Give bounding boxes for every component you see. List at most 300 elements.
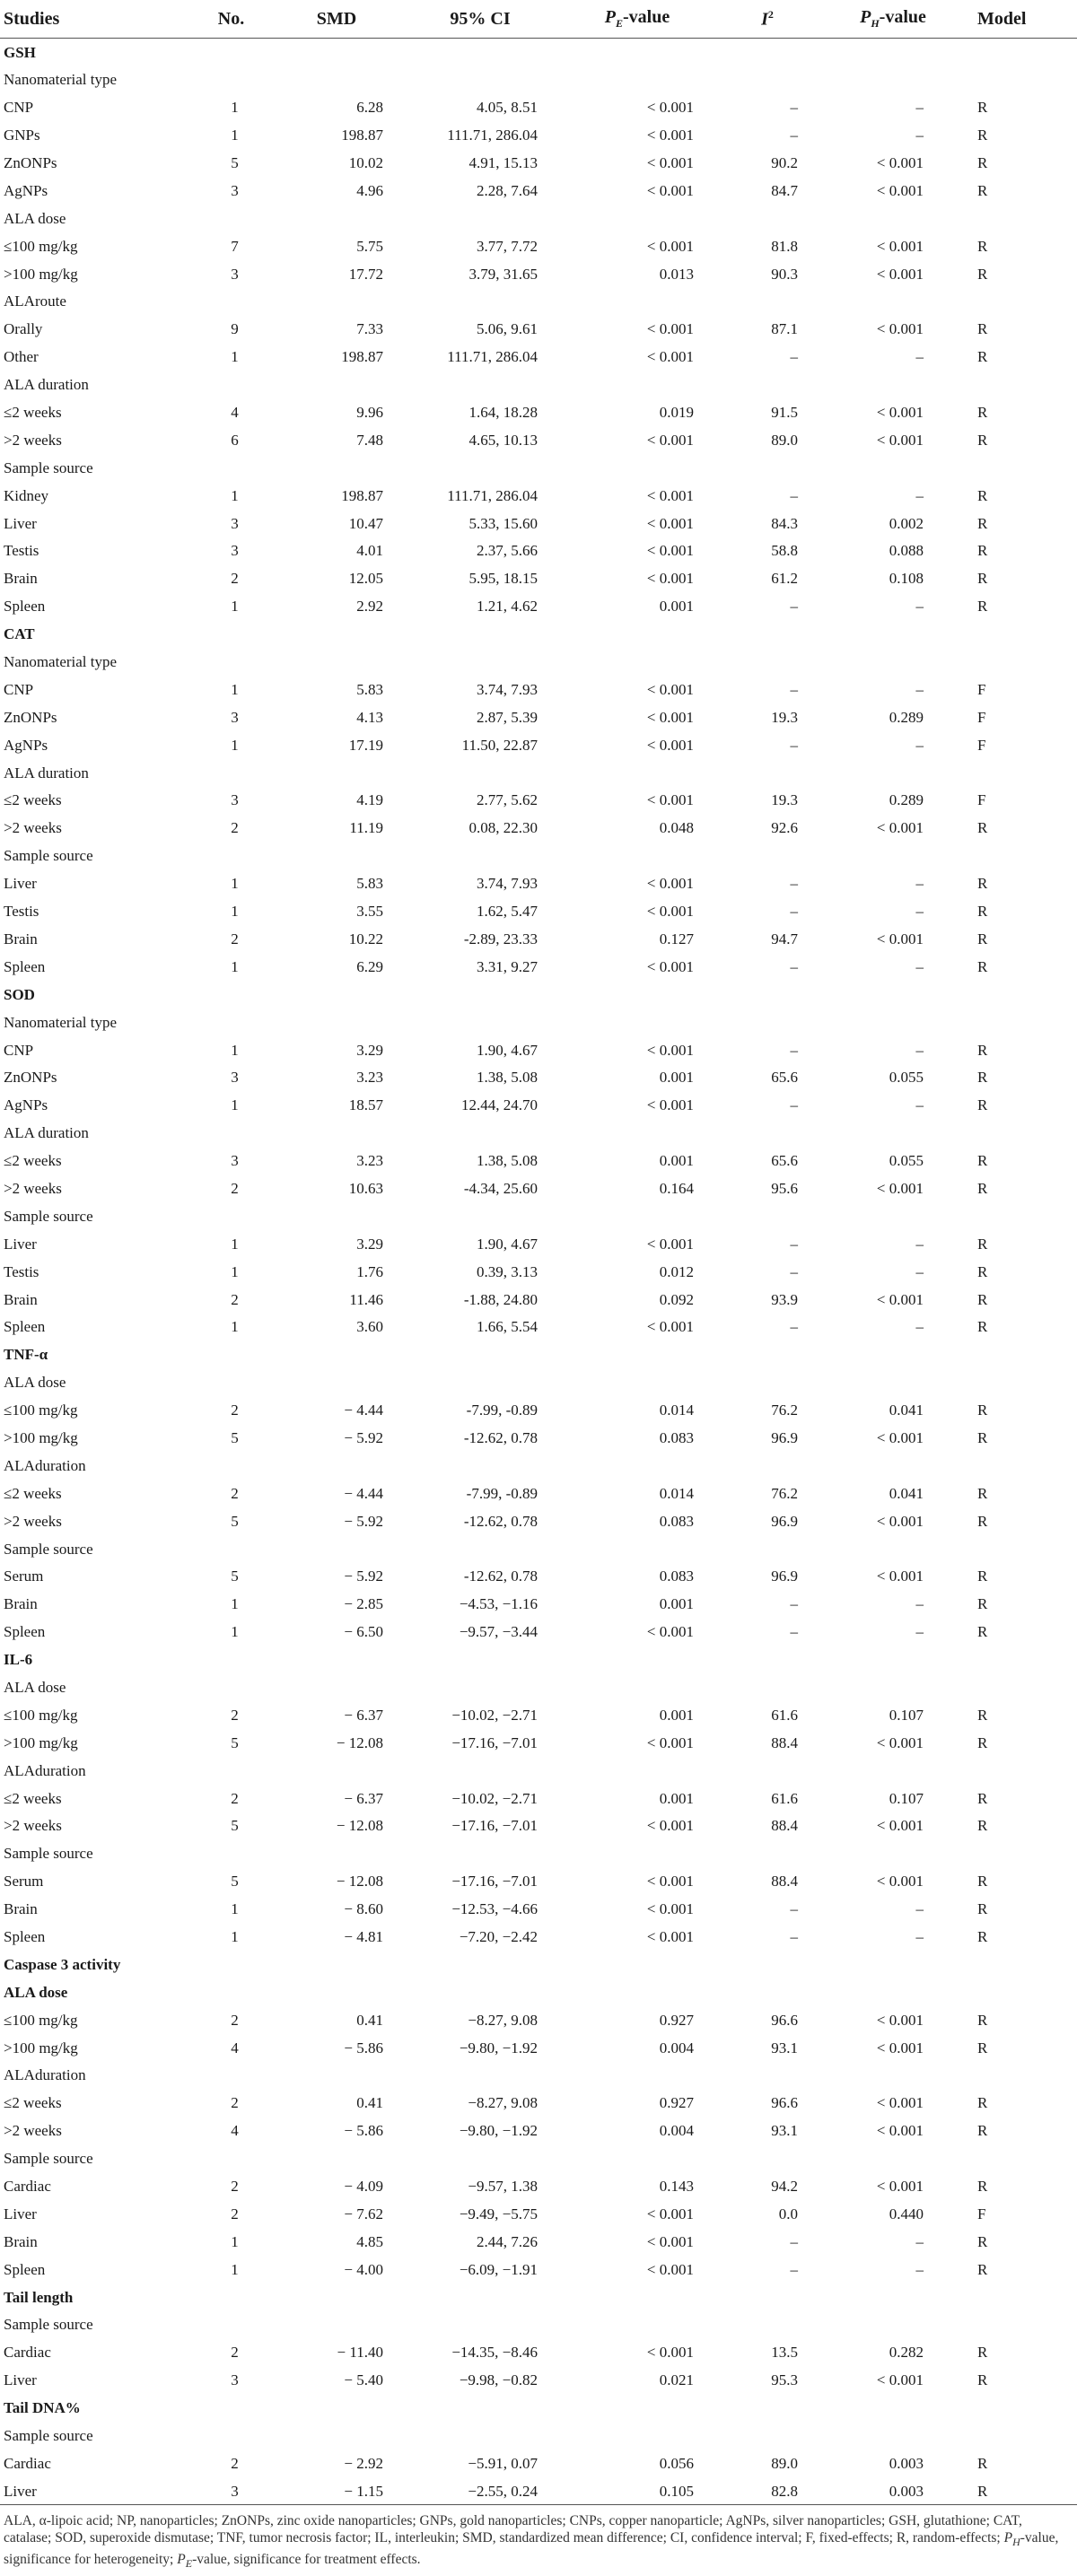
table-row [0, 1562, 1077, 1590]
cell-i2: 96.9 [771, 1567, 798, 1585]
cell-studies: Serum [4, 1567, 44, 1585]
empty-cell [570, 1673, 705, 1701]
cell-i2: 90.3 [771, 265, 798, 283]
empty-cell [180, 842, 283, 869]
table-row [0, 232, 1077, 260]
cell-ci: 4.05, 8.51 [477, 99, 538, 117]
empty-cell [180, 371, 283, 398]
group-label: GSH [4, 43, 36, 61]
cell-pe-value: 0.083 [659, 1428, 694, 1446]
empty-cell [830, 454, 956, 482]
cell-ph-value: < 0.001 [876, 320, 924, 338]
empty-cell [830, 620, 956, 648]
cell-pe-value: < 0.001 [646, 957, 694, 975]
cell-smd: 0.41 [356, 2011, 383, 2029]
table-row [0, 2006, 1077, 2034]
empty-cell [390, 205, 570, 232]
empty-cell [570, 620, 705, 648]
footnote-ph-main: P [1003, 2530, 1013, 2546]
cell-pe-value: 0.013 [659, 265, 694, 283]
subgroup-label: ALA duration [4, 1124, 89, 1142]
empty-cell [830, 2394, 956, 2422]
empty-cell [390, 1340, 570, 1368]
empty-cell [180, 2283, 283, 2311]
cell-ci: -2.89, 23.33 [463, 930, 538, 947]
empty-cell [570, 2422, 705, 2449]
cell-model: R [977, 1428, 988, 1446]
cell-smd: 10.47 [348, 514, 383, 532]
cell-no: 1 [231, 903, 239, 921]
table-row [0, 925, 1077, 953]
empty-cell [390, 2062, 570, 2090]
cell-model: R [977, 404, 988, 422]
cell-no: 3 [231, 1152, 239, 1170]
empty-cell [705, 371, 830, 398]
table-row [0, 1812, 1077, 1840]
empty-cell [705, 39, 830, 66]
header-pe-value [570, 0, 705, 39]
cell-i2: 19.3 [771, 708, 798, 726]
group-header-row [0, 1951, 1077, 1978]
cell-model: R [977, 1290, 988, 1308]
empty-cell [180, 205, 283, 232]
cell-pe-value: < 0.001 [646, 1041, 694, 1059]
empty-cell [390, 648, 570, 676]
cell-i2: – [790, 1235, 798, 1253]
table-row [0, 315, 1077, 343]
cell-smd: − 2.92 [344, 2454, 383, 2472]
cell-smd: 5.83 [356, 680, 383, 698]
cell-ph-value: 0.003 [830, 2477, 956, 2505]
cell-i2: 93.9 [771, 1290, 798, 1308]
cell-i2: 84.7 [771, 181, 798, 199]
group-header-row [0, 2283, 1077, 2311]
cell-no: 3 [231, 708, 239, 726]
subgroup-label: Sample source [4, 1540, 93, 1558]
cell-smd: 11.46 [349, 1290, 383, 1308]
header-ph-sub: H [871, 17, 880, 30]
empty-cell [180, 1009, 283, 1036]
subgroup-label: Sample source [4, 458, 93, 476]
group-header-row [0, 39, 1077, 66]
cell-pe-value: < 0.001 [646, 320, 694, 338]
cell-studies: Kidney [4, 486, 49, 504]
empty-cell [705, 1368, 830, 1396]
empty-cell [390, 1535, 570, 1563]
cell-i2: 61.6 [771, 1706, 798, 1724]
cell-i2: – [790, 2232, 798, 2250]
empty-cell [705, 1202, 830, 1230]
cell-studies: AgNPs [4, 736, 48, 754]
cell-smd: 5.83 [356, 875, 383, 893]
subgroup-label: ALA dose [4, 209, 66, 227]
group-label: Tail DNA% [4, 2399, 81, 2417]
cell-smd: 3.60 [356, 1318, 383, 1336]
cell-pe-value: 0.014 [659, 1402, 694, 1419]
cell-ci: 111.71, 286.04 [447, 127, 538, 144]
cell-ci: −14.35, −8.46 [451, 2344, 538, 2362]
empty-cell [956, 1009, 1077, 1036]
cell-ci: 1.90, 4.67 [477, 1235, 538, 1253]
cell-model: R [977, 2122, 988, 2140]
subgroup-label: ALAroute [4, 293, 66, 310]
cell-ci: 3.77, 7.72 [477, 237, 538, 255]
cell-model: R [977, 1069, 988, 1087]
empty-cell [830, 1119, 956, 1147]
subgroup-label: ALAduration [4, 1761, 86, 1779]
cell-model: R [977, 1900, 988, 1918]
cell-model: R [977, 1235, 988, 1253]
empty-cell [705, 981, 830, 1009]
cell-no: 3 [180, 2477, 283, 2505]
empty-cell [283, 1368, 390, 1396]
empty-cell [705, 2144, 830, 2172]
empty-cell [956, 1951, 1077, 1978]
empty-cell [705, 759, 830, 787]
empty-cell [390, 1978, 570, 2006]
cell-ph-value: 0.088 [889, 542, 924, 560]
cell-ph-value: 0.440 [889, 2205, 924, 2222]
empty-cell [956, 371, 1077, 398]
cell-no: 1 [231, 127, 239, 144]
table-row [0, 1230, 1077, 1258]
cell-no: 3 [231, 514, 239, 532]
empty-cell [570, 2144, 705, 2172]
cell-pe-value: < 0.001 [646, 154, 694, 171]
cell-pe-value: 0.004 [659, 2122, 694, 2140]
cell-studies: GNPs [4, 127, 40, 144]
empty-cell [956, 2394, 1077, 2422]
empty-cell [956, 1119, 1077, 1147]
cell-no: 9 [231, 320, 239, 338]
cell-studies: Spleen [4, 1623, 46, 1641]
empty-cell [830, 1839, 956, 1867]
empty-cell [570, 1978, 705, 2006]
empty-cell [283, 1646, 390, 1673]
cell-smd: − 11.40 [337, 2344, 383, 2362]
cell-ci: 5.95, 18.15 [468, 570, 538, 588]
empty-cell [830, 65, 956, 93]
cell-i2: – [790, 1318, 798, 1336]
cell-pe-value: 0.927 [659, 2011, 694, 2029]
cell-model: R [977, 2454, 988, 2472]
empty-cell [956, 2062, 1077, 2090]
subgroup-label: Sample source [4, 847, 93, 865]
cell-i2: 96.9 [771, 1428, 798, 1446]
cell-no: 5 [231, 1567, 239, 1585]
cell-ph-value: < 0.001 [876, 404, 924, 422]
subgroup-label: ALA dose [4, 1374, 66, 1392]
table-row [0, 1147, 1077, 1174]
empty-cell [956, 65, 1077, 93]
empty-cell [570, 454, 705, 482]
table-row [0, 482, 1077, 510]
cell-ph-value: 0.282 [889, 2344, 924, 2362]
cell-i2: 88.4 [771, 1873, 798, 1891]
empty-cell [180, 288, 283, 316]
empty-cell [956, 620, 1077, 648]
empty-cell [570, 1757, 705, 1785]
cell-pe-value: 0.143 [659, 2178, 694, 2196]
cell-pe-value: < 0.001 [646, 903, 694, 921]
cell-i2: 95.3 [771, 2371, 798, 2389]
cell-ci: −9.98, −0.82 [459, 2371, 538, 2389]
empty-cell [283, 1978, 390, 2006]
cell-smd: − 8.60 [344, 1900, 383, 1918]
empty-cell [283, 371, 390, 398]
cell-pe-value: < 0.001 [646, 542, 694, 560]
cell-ci: 2.44, 7.26 [477, 2232, 538, 2250]
cell-studies: >2 weeks [4, 819, 62, 837]
cell-ci: -12.62, 0.78 [463, 1567, 538, 1585]
cell-i2: – [790, 1595, 798, 1613]
empty-cell [390, 288, 570, 316]
cell-i2: – [790, 1096, 798, 1114]
empty-cell [705, 1119, 830, 1147]
cell-studies: Cardiac [4, 2454, 51, 2472]
empty-cell [390, 1368, 570, 1396]
cell-model: R [977, 99, 988, 117]
table-row [0, 426, 1077, 454]
cell-no: 1 [231, 1900, 239, 1918]
cell-i2: 13.5 [771, 2344, 798, 2362]
cell-ci: 4.91, 15.13 [468, 154, 538, 171]
cell-ci: −17.16, −7.01 [451, 1817, 538, 1835]
cell-ci: −10.02, −2.71 [451, 1706, 538, 1724]
cell-ci: 111.71, 286.04 [447, 348, 538, 366]
empty-cell [570, 288, 705, 316]
cell-ci: −17.16, −7.01 [451, 1873, 538, 1891]
subgroup-label: ALA duration [4, 376, 89, 394]
empty-cell [570, 1452, 705, 1480]
cell-pe-value: < 0.001 [646, 99, 694, 117]
cell-smd: 6.29 [356, 957, 383, 975]
cell-ph-value: < 0.001 [876, 2011, 924, 2029]
cell-no: 1 [231, 1928, 239, 1945]
cell-pe-value: 0.083 [659, 1512, 694, 1530]
footnote-part1: ALA, α-lipoic acid; NP, nanoparticles; ZnONPs, zinc oxide nanoparticles; GNPs, gold nanoparticles; CNPs, copper nanoparticle; AgNPs, silver nanoparticles; GSH, glutathione; CAT, catalase; SOD, superoxide dismutase; TNF, tumor necrosis factor; IL, interleukin; SMD, standardized mean difference; CI, confidence interval; F, fixed-effects; R, random-effects; [4, 2513, 1022, 2546]
empty-cell [830, 1978, 956, 2006]
empty-cell [956, 1368, 1077, 1396]
empty-cell [283, 39, 390, 66]
cell-studies: ≤2 weeks [4, 2094, 62, 2112]
footnote-ph-sub: H [1012, 2536, 1020, 2549]
subgroup-label: Nanomaterial type [4, 1013, 118, 1031]
cell-studies: Testis [4, 1262, 39, 1280]
empty-cell [705, 1673, 830, 1701]
cell-studies: >100 mg/kg [4, 1428, 78, 1446]
empty-cell [956, 2144, 1077, 2172]
cell-ph-value: – [915, 903, 924, 921]
empty-cell [570, 1009, 705, 1036]
empty-cell [705, 1978, 830, 2006]
cell-no: 2 [231, 2094, 239, 2112]
subgroup-header-row [0, 65, 1077, 93]
cell-model: R [977, 431, 988, 449]
subgroup-label: Nanomaterial type [4, 653, 118, 671]
cell-ph-value: – [915, 1595, 924, 1613]
cell-pe-value: < 0.001 [646, 570, 694, 588]
empty-cell [390, 981, 570, 1009]
empty-cell [830, 842, 956, 869]
cell-ph-value: 0.041 [889, 1484, 924, 1502]
cell-smd: 18.57 [348, 1096, 383, 1114]
cell-ci: -1.88, 24.80 [463, 1290, 538, 1308]
empty-cell [956, 1978, 1077, 2006]
cell-i2: – [790, 903, 798, 921]
cell-no: 3 [231, 1069, 239, 1087]
cell-no: 1 [231, 1096, 239, 1114]
cell-no: 7 [231, 237, 239, 255]
table-row [0, 592, 1077, 620]
footnote-part3: -value, significance for treatment effects. [192, 2552, 421, 2568]
cell-smd: 3.23 [356, 1152, 383, 1170]
cell-smd: − 2.85 [344, 1595, 383, 1613]
table-row [0, 953, 1077, 981]
empty-cell [180, 1535, 283, 1563]
header-smd: SMD [283, 0, 390, 39]
cell-i2: – [790, 598, 798, 616]
cell-i2: 19.3 [771, 791, 798, 809]
cell-i2: 92.6 [771, 819, 798, 837]
table-row [0, 731, 1077, 759]
cell-smd: − 6.50 [344, 1623, 383, 1641]
cell-ci: 3.31, 9.27 [477, 957, 538, 975]
cell-smd: 17.19 [348, 736, 383, 754]
cell-smd: 3.29 [356, 1235, 383, 1253]
header-ph-rest: -value [879, 7, 926, 27]
cell-model: R [977, 1318, 988, 1336]
cell-i2: 88.4 [771, 1733, 798, 1751]
cell-no: 3 [231, 265, 239, 283]
cell-ph-value: < 0.001 [876, 1817, 924, 1835]
cell-smd: − 5.92 [344, 1567, 383, 1585]
cell-studies: Spleen [4, 598, 46, 616]
table-row [0, 177, 1077, 205]
group-header-row [0, 1646, 1077, 1673]
cell-studies: ≤100 mg/kg [4, 237, 78, 255]
empty-cell [570, 371, 705, 398]
cell-ph-value: < 0.001 [876, 2094, 924, 2112]
empty-cell [390, 454, 570, 482]
empty-cell [705, 1340, 830, 1368]
empty-cell [705, 620, 830, 648]
cell-i2: – [790, 2260, 798, 2278]
cell-no: 5 [231, 1873, 239, 1891]
table-row [0, 1895, 1077, 1923]
cell-model: R [977, 237, 988, 255]
cell-model: F [977, 680, 986, 698]
cell-ph-value: 0.002 [889, 514, 924, 532]
cell-i2: – [790, 1041, 798, 1059]
cell-model: R [977, 1567, 988, 1585]
empty-cell [390, 1951, 570, 1978]
cell-i2: 91.5 [771, 404, 798, 422]
cell-ci: −9.57, 1.38 [468, 2178, 538, 2196]
empty-cell [830, 2283, 956, 2311]
cell-model: R [977, 570, 988, 588]
empty-cell [180, 1452, 283, 1480]
cell-pe-value: 0.048 [659, 819, 694, 837]
cell-ci: −9.80, −1.92 [459, 2039, 538, 2056]
empty-cell [705, 1009, 830, 1036]
cell-no: 1 [231, 2260, 239, 2278]
empty-cell [390, 759, 570, 787]
empty-cell [283, 1009, 390, 1036]
subgroup-label: Nanomaterial type [4, 71, 118, 89]
table-row [0, 787, 1077, 815]
cell-no: 1 [231, 875, 239, 893]
cell-model: F [977, 2205, 986, 2222]
cell-model: R [977, 1096, 988, 1114]
cell-ci: 1.38, 5.08 [477, 1069, 538, 1087]
cell-ph-value: – [915, 1928, 924, 1945]
cell-ci: −4.53, −1.16 [459, 1595, 538, 1613]
cell-ci: 5.33, 15.60 [468, 514, 538, 532]
empty-cell [390, 2311, 570, 2339]
cell-ph-value: – [915, 736, 924, 754]
header-i2 [705, 0, 830, 39]
cell-model: R [977, 1512, 988, 1530]
cell-ci: 4.65, 10.13 [468, 431, 538, 449]
cell-pe-value: < 0.001 [646, 1873, 694, 1891]
cell-model: R [977, 154, 988, 171]
cell-pe-value: 0.001 [659, 1069, 694, 1087]
cell-ph-value: – [915, 99, 924, 117]
cell-no: 3 [231, 181, 239, 199]
cell-model: R [977, 181, 988, 199]
cell-ci: 0.39, 3.13 [477, 1262, 538, 1280]
table-row [0, 510, 1077, 537]
empty-cell [956, 1340, 1077, 1368]
empty-cell [705, 288, 830, 316]
empty-cell [830, 2311, 956, 2339]
group-label: IL-6 [4, 1651, 33, 1669]
cell-studies: Spleen [4, 957, 46, 975]
cell-ph-value: – [915, 2232, 924, 2250]
table-row [0, 1258, 1077, 1286]
cell-smd: 6.28 [356, 99, 383, 117]
empty-cell [180, 1839, 283, 1867]
empty-cell [956, 1535, 1077, 1563]
subgroup-label: ALAduration [4, 1456, 86, 1474]
cell-ph-value: < 0.001 [876, 265, 924, 283]
empty-cell [570, 1119, 705, 1147]
cell-ph-value: 0.041 [889, 1402, 924, 1419]
empty-cell [283, 1757, 390, 1785]
cell-no: 4 [231, 2122, 239, 2140]
cell-no: 1 [231, 1595, 239, 1613]
empty-cell [705, 2422, 830, 2449]
cell-ph-value: – [915, 875, 924, 893]
table-row [0, 1286, 1077, 1314]
empty-cell [830, 288, 956, 316]
cell-no: 1 [231, 1623, 239, 1641]
header-i2-sup: 2 [767, 7, 774, 21]
empty-cell [390, 1673, 570, 1701]
footnote-pe-sub: E [185, 2557, 193, 2571]
empty-cell [283, 2422, 390, 2449]
cell-ci: 1.62, 5.47 [477, 903, 538, 921]
cell-pe-value: 0.105 [570, 2477, 705, 2505]
cell-model: R [977, 514, 988, 532]
cell-studies: >2 weeks [4, 1817, 62, 1835]
cell-ph-value: 0.289 [889, 708, 924, 726]
cell-studies: Liver [4, 875, 37, 893]
cell-ph-value: < 0.001 [876, 2039, 924, 2056]
cell-pe-value: < 0.001 [646, 127, 694, 144]
empty-cell [390, 2394, 570, 2422]
